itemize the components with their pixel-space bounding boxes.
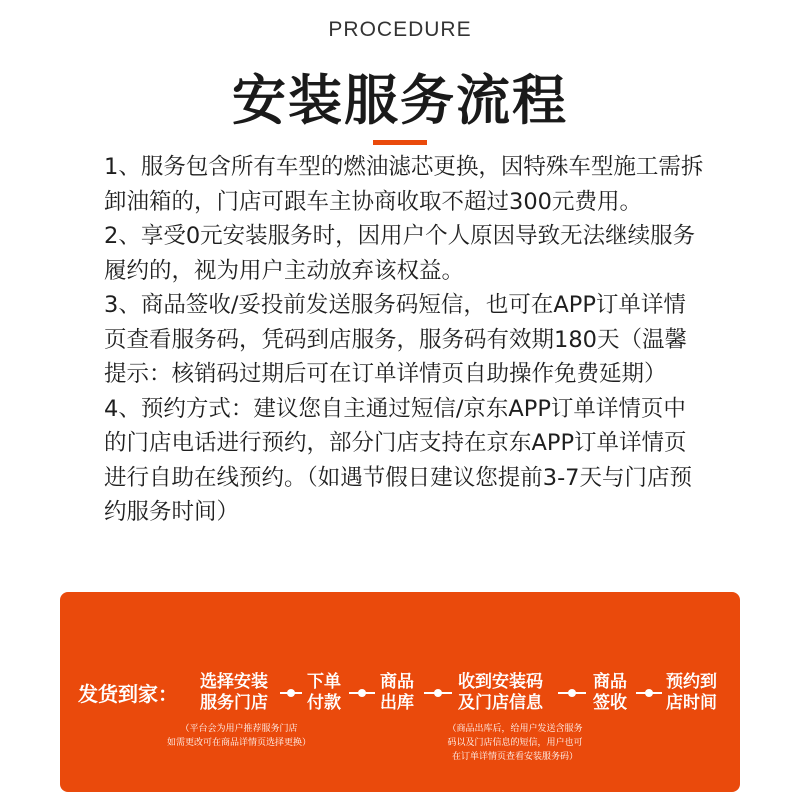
rule-item-1: 1、服务包含所有车型的燃油滤芯更换，因特殊车型施工需拆卸油箱的，门店可跟车主协商收取不超过300元费用。 (104, 154, 704, 215)
flow-connector (636, 692, 662, 694)
flow-step-line: 选择安装 (200, 672, 268, 692)
flow-step-dispatch (380, 672, 414, 714)
flow-step-line: 及门店信息 (458, 693, 543, 713)
page-title: 安装服务流程 (232, 69, 568, 132)
flow-note-line: 码以及门店信息的短信，用户也可 (447, 738, 583, 748)
flow-steps (78, 672, 738, 716)
flow-connector (280, 692, 302, 694)
flow-connector (349, 692, 375, 694)
flow-step-line: 店时间 (666, 693, 717, 713)
flow-step-select-store (200, 672, 268, 714)
flow-note-line: （平台会为用户推荐服务门店 (180, 724, 298, 734)
flow-step-receive-code (458, 672, 543, 714)
flow-step-line: 商品 (380, 672, 414, 692)
title-accent-bar (373, 140, 427, 145)
flow-step-line: 商品 (593, 672, 627, 692)
flow-step-sign-receipt (593, 672, 627, 714)
flow-note-line: 在订单详情页查看安装服务码） (451, 752, 578, 762)
service-rules (104, 150, 704, 530)
flow-connector (558, 692, 586, 694)
flow-step-line: 下单 (307, 672, 341, 692)
rule-item-2: 2、享受0元安装服务时，因用户个人原因导致无法继续服务履约的，视为用户主动放弃该权益。 (104, 223, 696, 284)
rule-item-3: 3、商品签收/妥投前发送服务码短信，也可在APP订单详情页查看服务码，凭码到店服务，服务码有效期180天（温馨提示：核销码过期后可在订单详情页自助操作免费延期） (104, 292, 687, 387)
flow-step-line: 出库 (380, 693, 414, 713)
flow-step-place-order (307, 672, 341, 714)
flow-step-line: 签收 (593, 693, 627, 713)
flow-connector (424, 692, 452, 694)
flow-step-book-time (666, 672, 717, 714)
flow-step-line: 服务门店 (200, 693, 268, 713)
flow-label: 发货到家： (78, 682, 178, 706)
flow-step-line: 收到安装码 (458, 672, 543, 692)
flow-note-line: 如需更改可在商品详情页选择更换） (166, 738, 311, 748)
flow-note-service-code (420, 722, 610, 764)
flow-note-line: （商品出库后，给用户发送含服务 (447, 724, 583, 734)
page-subtitle: PROCEDURE (328, 18, 472, 41)
flow-note-store-selection (144, 722, 334, 750)
flow-step-line: 预约到 (666, 672, 717, 692)
flow-step-line: 付款 (307, 693, 341, 713)
rule-item-4: 4、预约方式：建议您自主通过短信/京东APP订单详情页中的门店电话进行预约，部分门店支持在京东APP订单详情页进行自助在线预约。（如遇节假日建议您提前3-7天与门店预约服务时间） (104, 395, 693, 525)
